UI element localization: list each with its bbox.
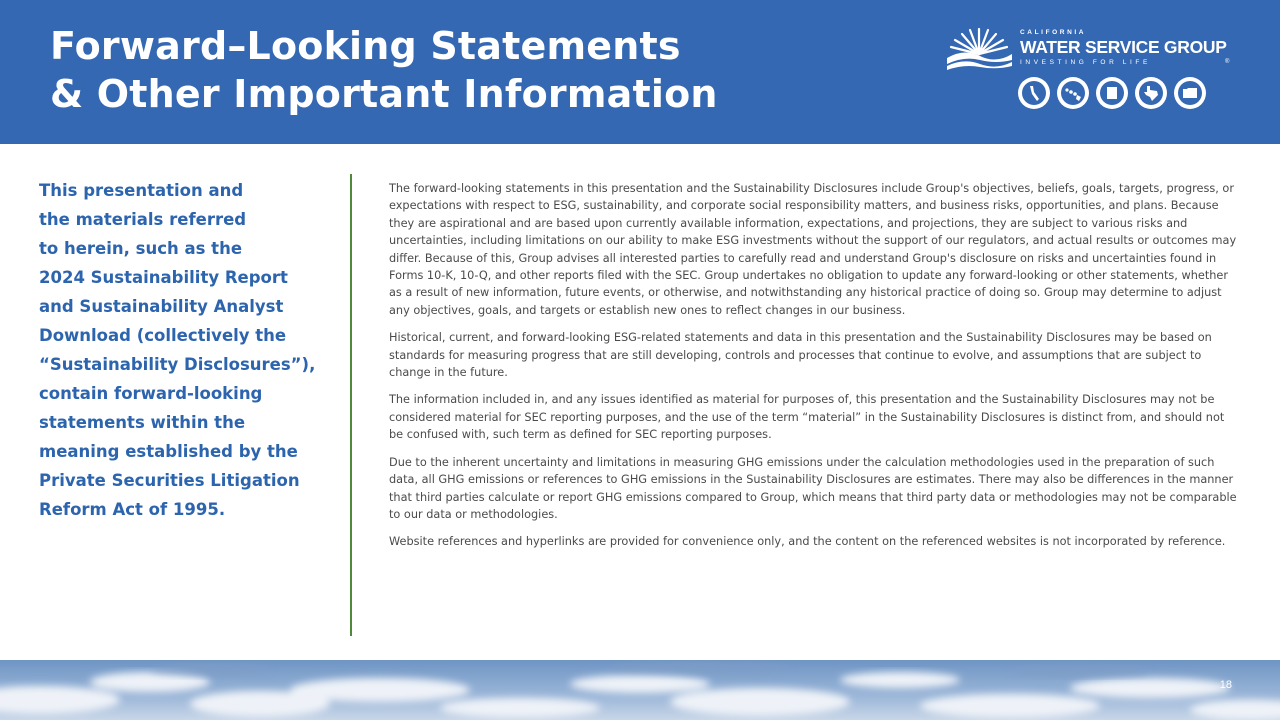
callout-line: Download (collectively the xyxy=(39,326,287,345)
disclaimer-paragraph: The forward-looking statements in this presentation and the Sustainability Disclosures include Group's objectives, beliefs, goals, targets, progress, or expectations with respect to ESG, sustainability, and corporate social responsibility matters, and business risks, opportunities, and plans. Because they are aspirational and are based upon currently available information, expectations, and projections, they are subject to various risks and uncertainties, including limitations on our ability to make ESG investments without the support of our regulators, and actual results or outcomes may differ. Because of this, Group advises all interested parties to carefully read and understand Group's disclosure on risks and uncertainties found in Forms 10-K, 10-Q, and other reports filed with the SEC. Group undertakes no obligation to update any forward-looking or other statements, whether as a result of new information, future events, or otherwise, and notwithstanding any historical practice of doing so. Group may determine to adjust any objectives, goals, and targets or establish new ones to reflect changes in our business. xyxy=(389,182,1237,317)
vertical-divider xyxy=(350,174,352,636)
callout-line: 2024 Sustainability Report xyxy=(39,268,288,287)
disclaimer-body xyxy=(389,180,1239,561)
sun-water-logo-icon xyxy=(944,24,1014,72)
callout-line: This presentation and xyxy=(39,181,244,200)
callout-line: Reform Act of 1995. xyxy=(39,500,226,519)
logo-company-name: WATER SERVICE GROUP xyxy=(1020,37,1227,57)
disclaimer-paragraph: Website references and hyperlinks are provided for convenience only, and the content on the referenced websites is not incorporated by reference. xyxy=(389,535,1226,549)
sky-clouds-image xyxy=(0,660,1280,720)
washington-water-service-seal-icon xyxy=(1174,77,1206,109)
logo-state-label: CALIFORNIA xyxy=(1020,29,1087,36)
callout-line: statements within the xyxy=(39,413,246,432)
callout-line: the materials referred xyxy=(39,210,247,229)
disclaimer-paragraph: Due to the inherent uncertainty and limitations in measuring GHG emissions under the calculation methodologies used in the preparation of such data, all GHG emissions or references to GHG emissions in the Sustainability Disclosures are estimates. There may also be differences in the manner that third parties calculate or report GHG emissions compared to Group, which means that third party data or methodologies may not be comparable to our data or methodologies. xyxy=(389,455,1237,521)
hawaii-water-service-seal-icon xyxy=(1057,77,1089,109)
callout-line: “Sustainability Disclosures”), xyxy=(39,355,316,374)
page-title-line-1: Forward–Looking Statements xyxy=(50,24,681,68)
footer-sky-image xyxy=(0,660,1280,720)
texas-water-service-seal-icon xyxy=(1135,77,1167,109)
disclaimer-paragraph: Historical, current, and forward-looking ESG-related statements and data in this presentation and the Sustainability Disclosures may be based on standards for measuring progress that are still developing, controls and processes that continue to evolve, and assumptions that are subject to change in the future. xyxy=(389,331,1212,380)
subsidiary-seals xyxy=(1018,77,1206,109)
new-mexico-water-service-seal-icon xyxy=(1096,77,1128,109)
callout-line: contain forward-looking xyxy=(39,384,263,403)
disclaimer-paragraph: The information included in, and any issues identified as material for purposes of, this presentation and the Sustainability Disclosures may not be considered material for SEC reporting purposes, and the use of the term “material” in the Sustainability Disclosures is distinct from, and should not be confused with, such term as defined for SEC reporting purposes. xyxy=(389,393,1225,442)
callout-line: to herein, such as the xyxy=(39,239,243,258)
callout-line: meaning established by the xyxy=(39,442,298,461)
header-banner xyxy=(0,0,1280,144)
sidebar-callout xyxy=(39,176,339,524)
page-title xyxy=(50,22,718,118)
logo-tagline: INVESTING FOR LIFE xyxy=(1020,59,1151,66)
company-logo xyxy=(944,24,1244,120)
callout-line: Private Securities Litigation xyxy=(39,471,300,490)
california-water-service-seal-icon xyxy=(1018,77,1050,109)
page-number: 18 xyxy=(1219,679,1232,691)
callout-line: and Sustainability Analyst xyxy=(39,297,284,316)
registered-mark: ® xyxy=(1225,59,1230,65)
page-title-line-2: & Other Important Information xyxy=(50,72,718,116)
